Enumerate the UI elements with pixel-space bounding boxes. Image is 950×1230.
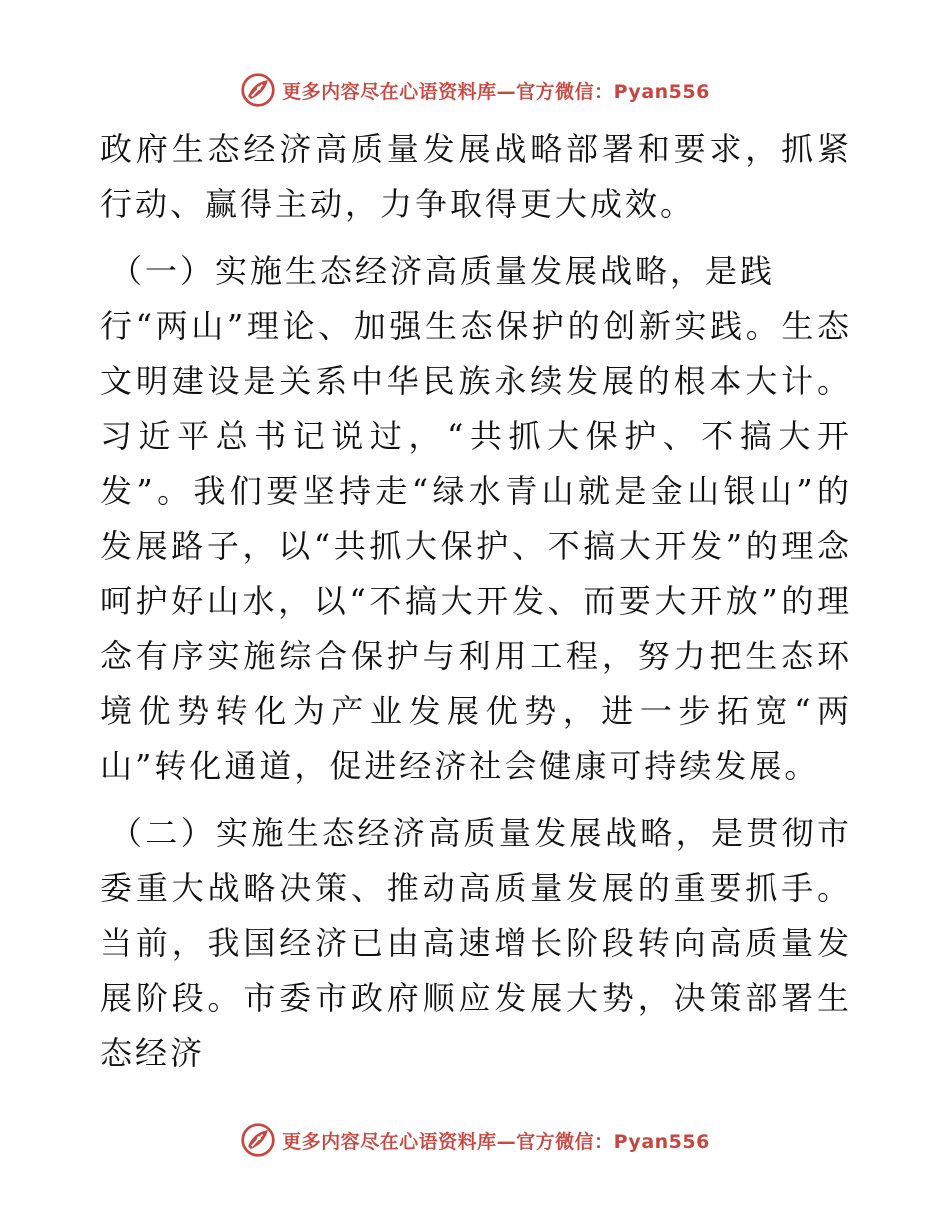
watermark-text: 更多内容尽在心语资料库—官方微信：Pyan556	[282, 1130, 710, 1153]
document-body	[100, 122, 852, 1081]
paragraph-2-body: 行“两山”理论、加强生态保护的创新实践。生态文明建设是关系中华民族永续发展的根本大计。习近平总书记说过，“共抓大保护、不搞大开发”。我们要坚持走“绿水青山就是金山银山”的发展路子，以“共抓大保护、不搞大开发”的理念呵护好山水，以“不搞大开发、而要大开放”的理念有序实施综合保护与利用工程，努力把生态环境优势转化为产业发展优势，进一步拓宽“两山”转化通道，促进经济社会健康可持续发展。	[100, 307, 852, 785]
watermark-text: 更多内容尽在心语资料库—官方微信：Pyan556	[282, 80, 710, 103]
paragraph-1: 政府生态经济高质量发展战略部署和要求，抓紧行动、赢得主动，力争取得更大成效。	[100, 130, 852, 223]
paragraph-3: （二）实施生态经济高质量发展战略，是贯彻市委重大战略决策、推动高质量发展的重要抓手。当前，我国经济已由高速增长阶段转向高质量发展阶段。市委市政府顺应发展大势，决策部署生态经济	[100, 814, 852, 1072]
pen-nib-logo-icon	[240, 1122, 276, 1158]
paragraph-2-heading: （一）实施生态经济高质量发展战略，是践	[110, 252, 776, 290]
footer-watermark	[0, 1120, 950, 1160]
header-watermark	[0, 70, 950, 110]
pen-nib-logo-icon	[240, 72, 276, 108]
